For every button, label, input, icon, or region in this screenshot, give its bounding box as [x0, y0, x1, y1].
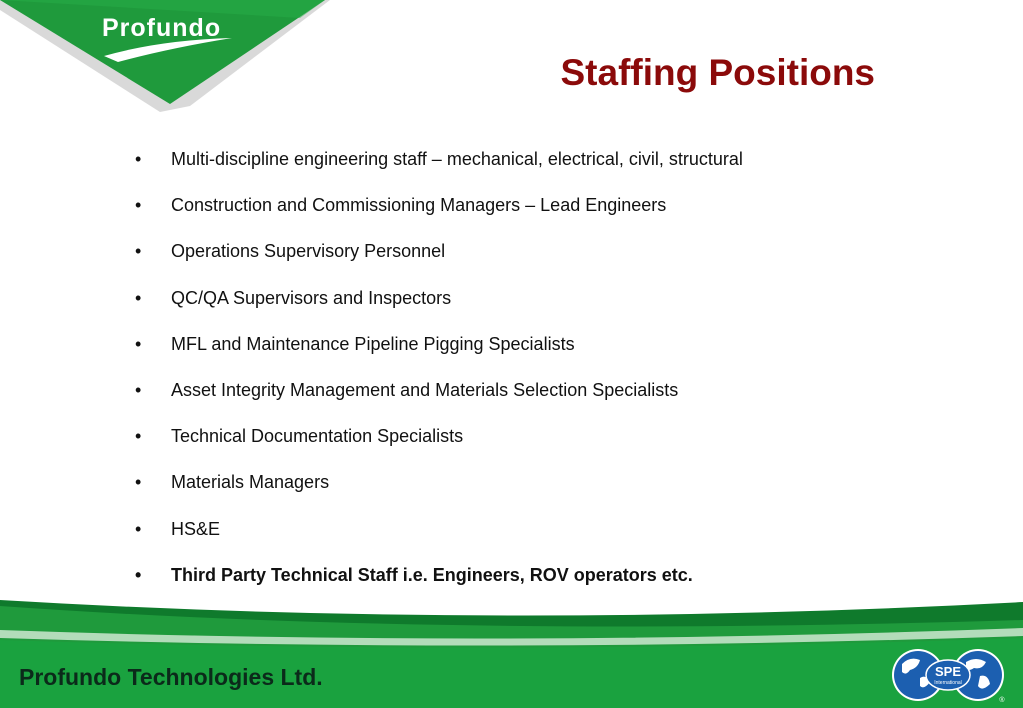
- bullet-text: Asset Integrity Management and Materials Selection Specialists: [171, 379, 679, 400]
- bullet-text: Technical Documentation Specialists: [171, 426, 464, 447]
- bullet-text: Multi-discipline engineering staff – mechanical, electrical, civil, structural: [171, 149, 743, 169]
- bullet-dot-icon: •: [135, 518, 142, 539]
- bullet-item: [131, 376, 743, 422]
- bullet-text: QC/QA Supervisors and Inspectors: [171, 287, 452, 308]
- spe-logo-text: SPE: [934, 664, 962, 679]
- registered-mark: ®: [999, 697, 1005, 704]
- spe-international-logo: [890, 642, 1008, 704]
- bullet-list: [131, 145, 743, 607]
- bullet-text: Construction and Commissioning Managers – Lead Engineers: [171, 195, 667, 216]
- bullet-dot-icon: •: [135, 426, 142, 447]
- bullet-item: [131, 284, 743, 330]
- bullet-text: HS&E: [171, 518, 221, 539]
- bullet-item: [131, 515, 743, 561]
- bullet-item: [131, 145, 743, 191]
- bullet-dot-icon: •: [135, 333, 142, 354]
- footer-company-name: Profundo Technologies Ltd.: [19, 664, 323, 690]
- bullet-text: Materials Managers: [171, 472, 330, 493]
- bullet-item: [131, 330, 743, 376]
- bullet-item: [131, 191, 743, 237]
- bullet-item: [131, 237, 743, 283]
- bullet-dot-icon: •: [135, 472, 142, 493]
- bullet-dot-icon: •: [135, 195, 142, 216]
- bullet-text: Operations Supervisory Personnel: [171, 241, 446, 262]
- bullet-item: [131, 422, 743, 468]
- bullet-text: Third Party Technical Staff i.e. Engineers, ROV operators etc.: [171, 564, 693, 585]
- bullet-dot-icon: •: [135, 379, 142, 400]
- bullet-dot-icon: •: [135, 149, 142, 169]
- bullet-dot-icon: •: [135, 241, 142, 262]
- spe-logo-subtext: International: [934, 680, 962, 686]
- logo-wordmark: Profundo: [102, 14, 222, 42]
- bullet-dot-icon: •: [135, 564, 142, 585]
- page-title: Staffing Positions: [560, 52, 875, 93]
- bullet-dot-icon: •: [135, 287, 142, 308]
- bullet-item: [131, 468, 743, 514]
- bullet-text: MFL and Maintenance Pipeline Pigging Specialists: [171, 333, 575, 354]
